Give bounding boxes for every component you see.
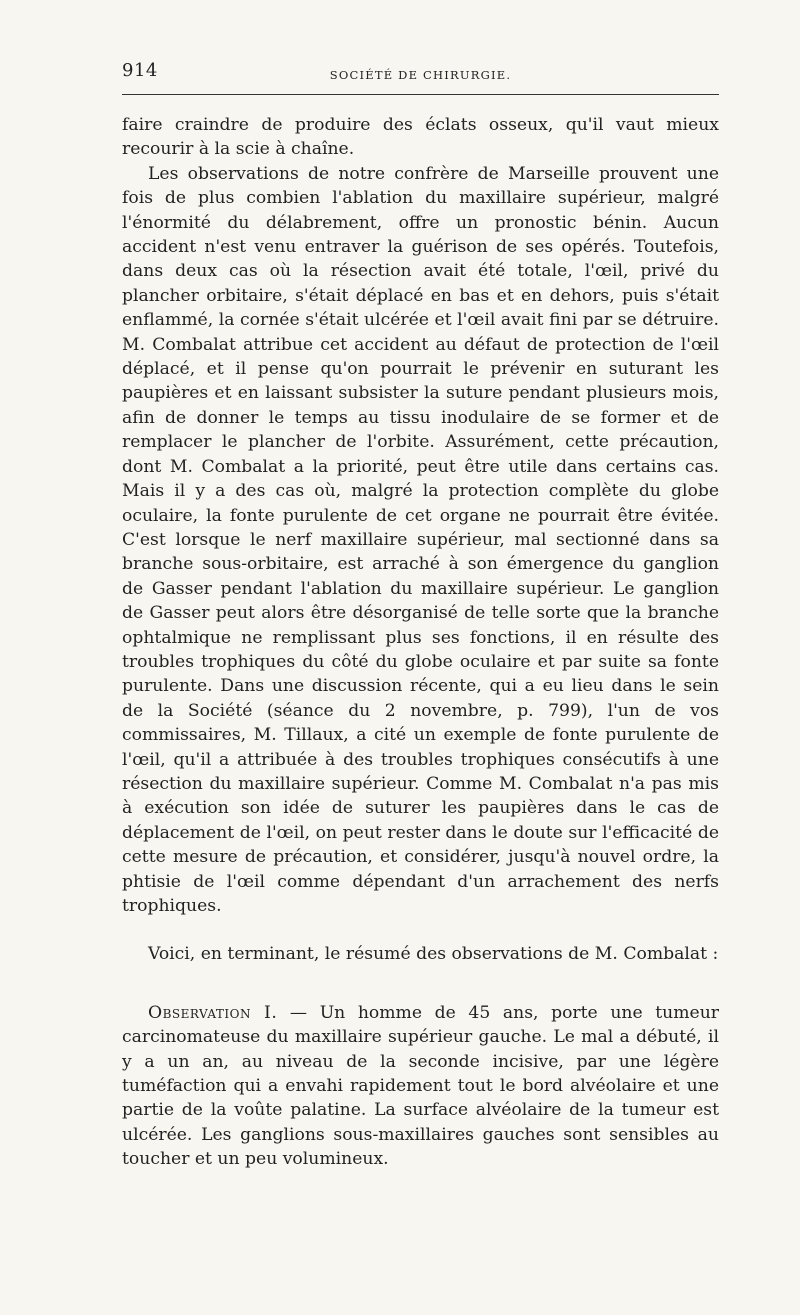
spacer <box>122 967 719 1001</box>
observation-text: — Un homme de 45 ans, porte une tumeur carcinomateuse du maxillaire supérieur gauche. Le mal a débuté, il y a un an, au niveau de la seconde incisive, par une légère tuméfaction qui a envahi rapidement tout le bord alvéolaire et une partie de la voûte palatine. La surface alvéolaire de la tumeur est ulcérée. Les ganglions sous-maxillaires gauches sont sensibles au toucher et un peu volumineux. <box>122 1002 719 1170</box>
paragraph-summary-intro: Voici, en terminant, le résumé des observations de M. Combalat : <box>148 944 719 965</box>
paragraph-continued: faire craindre de produire des éclats osseux, qu'il vaut mieux recourir à la scie à chaîne. <box>122 115 719 160</box>
body-text <box>122 113 719 1172</box>
paragraph-discussion: Les observations de notre confrère de Marseille prouvent une fois de plus combien l'ablation du maxillaire supérieur, malgré l'énormité du délabrement, offre un pronostic bénin. Aucun accident n'est venu entraver la guérison de ses opérés. Toutefois, dans deux cas où la résection avait été totale, l'œil, privé du plancher orbitaire, s'était déplacé en bas et en dehors, puis s'était enflammé, la cornée s'était ulcérée et l'œil avait fini par se détruire. M. Combalat attribue cet accident au défaut de protection de l'œil déplacé, et il pense qu'on pourrait le prévenir en suturant les paupières et en laissant subsister la suture pendant plusieurs mois, afin de donner le temps au tissu inodulaire de se former et de remplacer le plancher de l'orbite. Assurément, cette précaution, dont M. Combalat a la priorité, peut être utile dans certains cas. Mais il y a des cas où, malgré la protection complète du globe oculaire, la fonte purulente de cet organe ne pourrait être évitée. C'est lorsque le nerf maxillaire supérieur, mal sectionné dans sa branche sous-orbitaire, est arraché à son émergence du ganglion de Gasser pendant l'ablation du maxillaire supérieur. Le ganglion de Gasser peut alors être désorganisé de telle sorte que la branche ophtalmique ne remplissant plus ses fonctions, il en résulte des troubles trophiques du côté du globe oculaire et par suite sa fonte purulente. Dans une discussion récente, qui a eu lieu dans le sein de la Société (séance du 2 novembre, p. 799), l'un de vos commissaires, M. Tillaux, a cité un exemple de fonte purulente de l'œil, qu'il a attribuée à des troubles trophiques consécutifs à une résection du maxillaire supérieur. Comme M. Combalat n'a pas mis à exécution son idée de suturer les paupières dans le cas de déplacement de l'œil, on peut rester dans le doute sur l'efficacité de cette mesure de précaution, et considérer, jusqu'à nouvel ordre, la phtisie de l'œil comme dépendant d'un arrachement des nerfs trophiques. <box>122 163 719 916</box>
observation-label: Observation I. <box>148 1002 278 1023</box>
document-page <box>122 60 719 1172</box>
page-number: 914 <box>122 60 158 81</box>
running-title: SOCIÉTÉ DE CHIRURGIE. <box>329 68 512 82</box>
paragraph-observation-1 <box>122 1001 719 1172</box>
spacer <box>122 918 719 942</box>
page-header <box>122 60 719 95</box>
